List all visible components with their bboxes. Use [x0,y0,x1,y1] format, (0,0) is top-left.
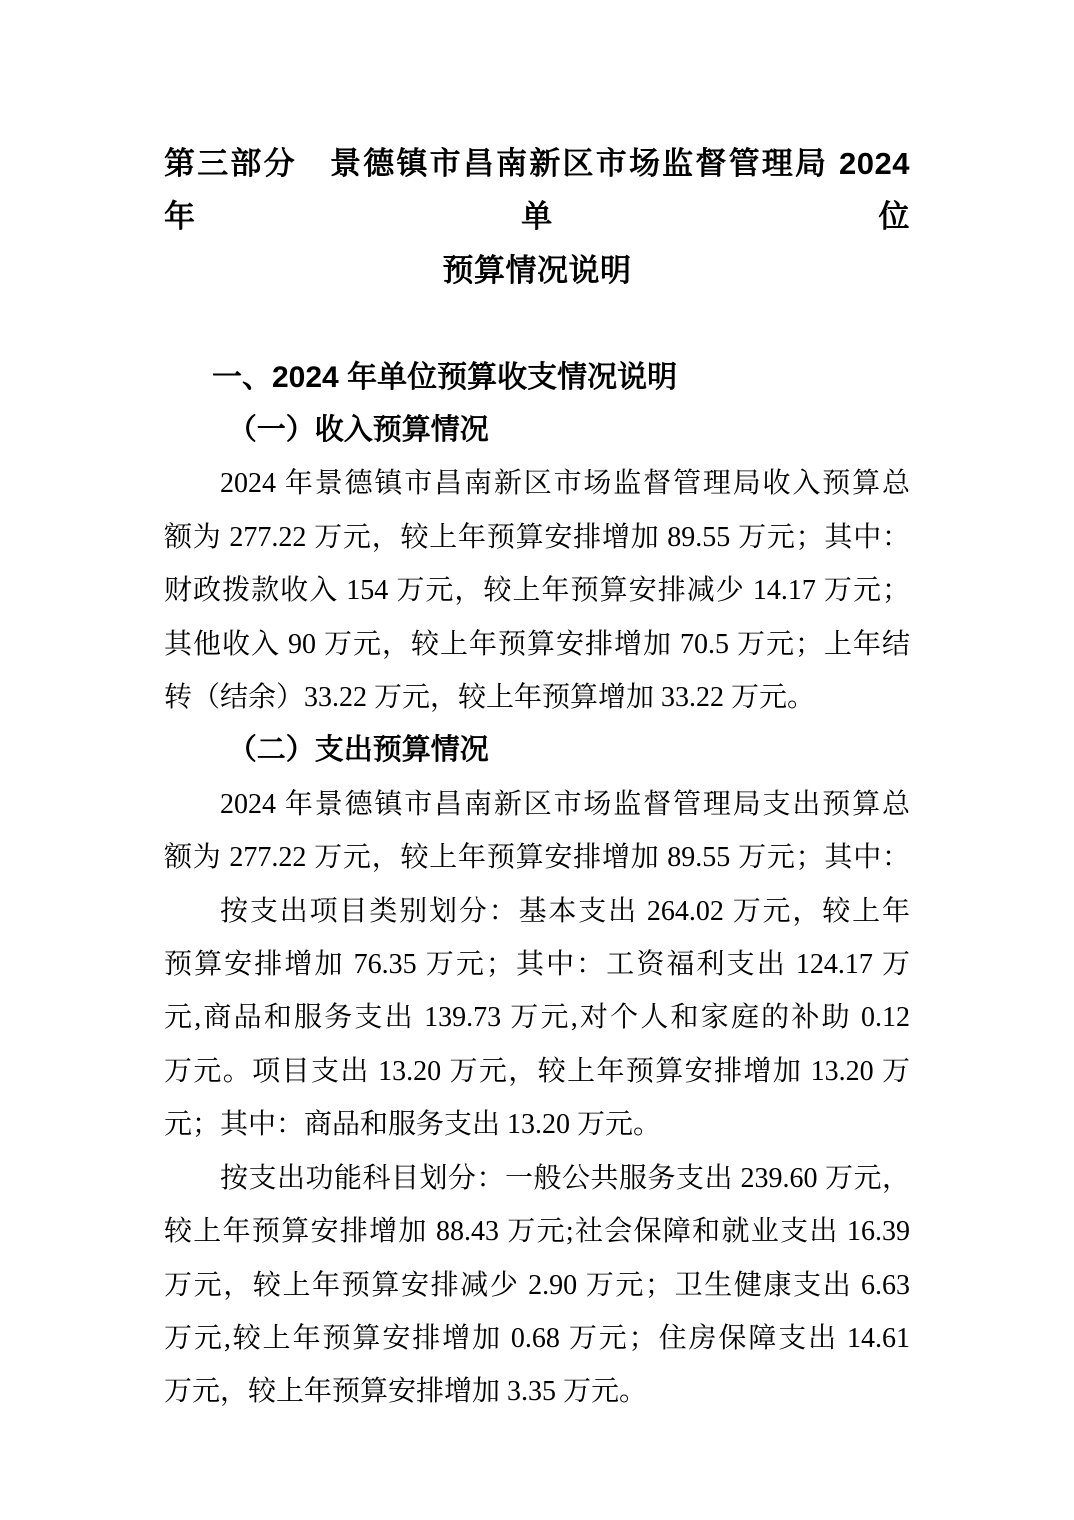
text-line: 转（结余）33.22 万元，较上年预算增加 33.22 万元。 [164,682,816,714]
text-line: 元；其中：商品和服务支出 13.20 万元。 [164,1109,662,1141]
text-line: 额为 277.22 万元，较上年预算安排增加 89.55 万元；其中： [164,521,910,553]
text-line: 较上年预算安排增加 88.43 万元;社会保障和就业支出 16.39 [164,1216,910,1248]
expense-by-category-paragraph [164,885,910,1152]
text-line: 预算安排增加 76.35 万元；其中：工资福利支出 124.17 万 [164,949,910,981]
subsection-heading-expense: （二）支出预算情况 [227,734,489,767]
subsection-heading-income: （一）收入预算情况 [227,414,489,447]
section-heading: 一、2024 年单位预算收支情况说明 [212,360,678,394]
expense-by-function-paragraph [164,1152,910,1419]
text-line: 2024 年景德镇市昌南新区市场监督管理局支出预算总 [220,788,910,820]
text-line: 2024 年景德镇市昌南新区市场监督管理局收入预算总 [220,468,910,500]
text-line: 万元，较上年预算安排减少 2.90 万元；卫生健康支出 6.63 [164,1269,910,1301]
blank-line [164,297,910,350]
text-line: 万元。项目支出 13.20 万元，较上年预算安排增加 13.20 万 [164,1055,910,1087]
text-line: 按支出项目类别划分：基本支出 264.02 万元，较上年 [220,895,910,927]
document-title-line-1: 第三部分 景德镇市昌南新区市场监督管理局 2024 年单位 [164,146,910,235]
text-line: 财政拨款收入 154 万元，较上年预算安排减少 14.17 万元； [164,575,910,607]
text-line: 万元，较上年预算安排增加 3.35 万元。 [164,1376,648,1408]
text-line: 元,商品和服务支出 139.73 万元,对个人和家庭的补助 0.12 [164,1002,910,1034]
text-line: 额为 277.22 万元，较上年预算安排增加 89.55 万元；其中： [164,842,910,874]
income-paragraph [164,457,910,724]
document-title-line-2: 预算情况说明 [442,252,632,288]
text-line: 其他收入 90 万元，较上年预算安排增加 70.5 万元；上年结 [164,628,910,660]
expense-total-paragraph [164,778,910,885]
text-line: 万元,较上年预算安排增加 0.68 万元；住房保障支出 14.61 [164,1322,910,1354]
text-line: 按支出功能科目划分：一般公共服务支出 239.60 万元， [220,1162,910,1194]
